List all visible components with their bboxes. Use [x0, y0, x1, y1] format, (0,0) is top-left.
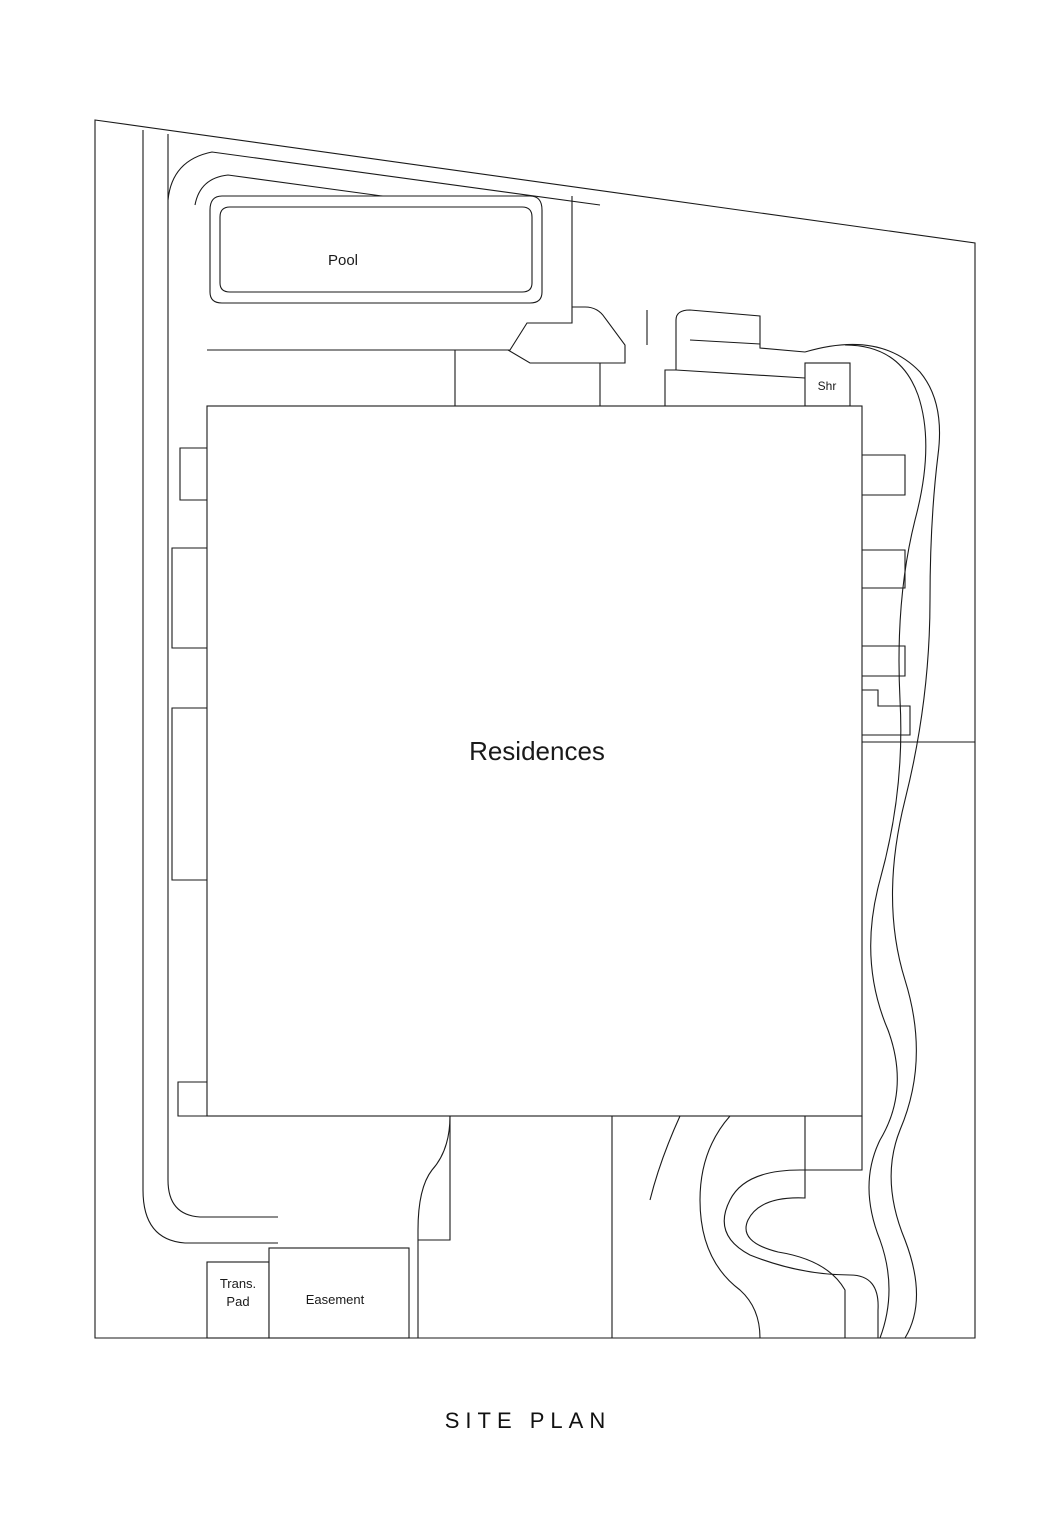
south-walk-curve-1 — [700, 1116, 760, 1338]
south-terrace-2 — [418, 1116, 450, 1240]
shed-label: Shr — [817, 379, 837, 393]
north-terrace — [207, 350, 455, 408]
west-bay-4 — [178, 1082, 207, 1116]
plan-title: SITE PLAN — [444, 1408, 612, 1433]
north-plaza-1 — [572, 307, 805, 408]
north-plaza-4 — [676, 370, 805, 378]
north-plaza-5 — [508, 350, 625, 363]
easement-label: Easement — [305, 1292, 365, 1307]
pool-outline-outer — [210, 196, 542, 303]
east-bay-4 — [862, 690, 910, 735]
west-bay-2 — [172, 548, 207, 648]
south-walk-curve-3 — [650, 1116, 680, 1200]
south-terrace — [418, 1116, 450, 1338]
south-serpentine-inner — [746, 1116, 845, 1338]
pool-label: Pool — [327, 252, 359, 269]
north-plaza-3 — [690, 340, 760, 344]
residences-label: Residences — [469, 736, 605, 766]
west-bay-3 — [172, 708, 207, 880]
transformer-pad-label-2: Pad — [226, 1294, 250, 1309]
transformer-pad-label-1: Trans. — [219, 1276, 257, 1291]
south-serpentine-outer — [724, 1116, 878, 1338]
west-bay-1 — [180, 448, 207, 500]
east-bay-1 — [862, 455, 905, 495]
east-bay-2 — [862, 550, 905, 588]
